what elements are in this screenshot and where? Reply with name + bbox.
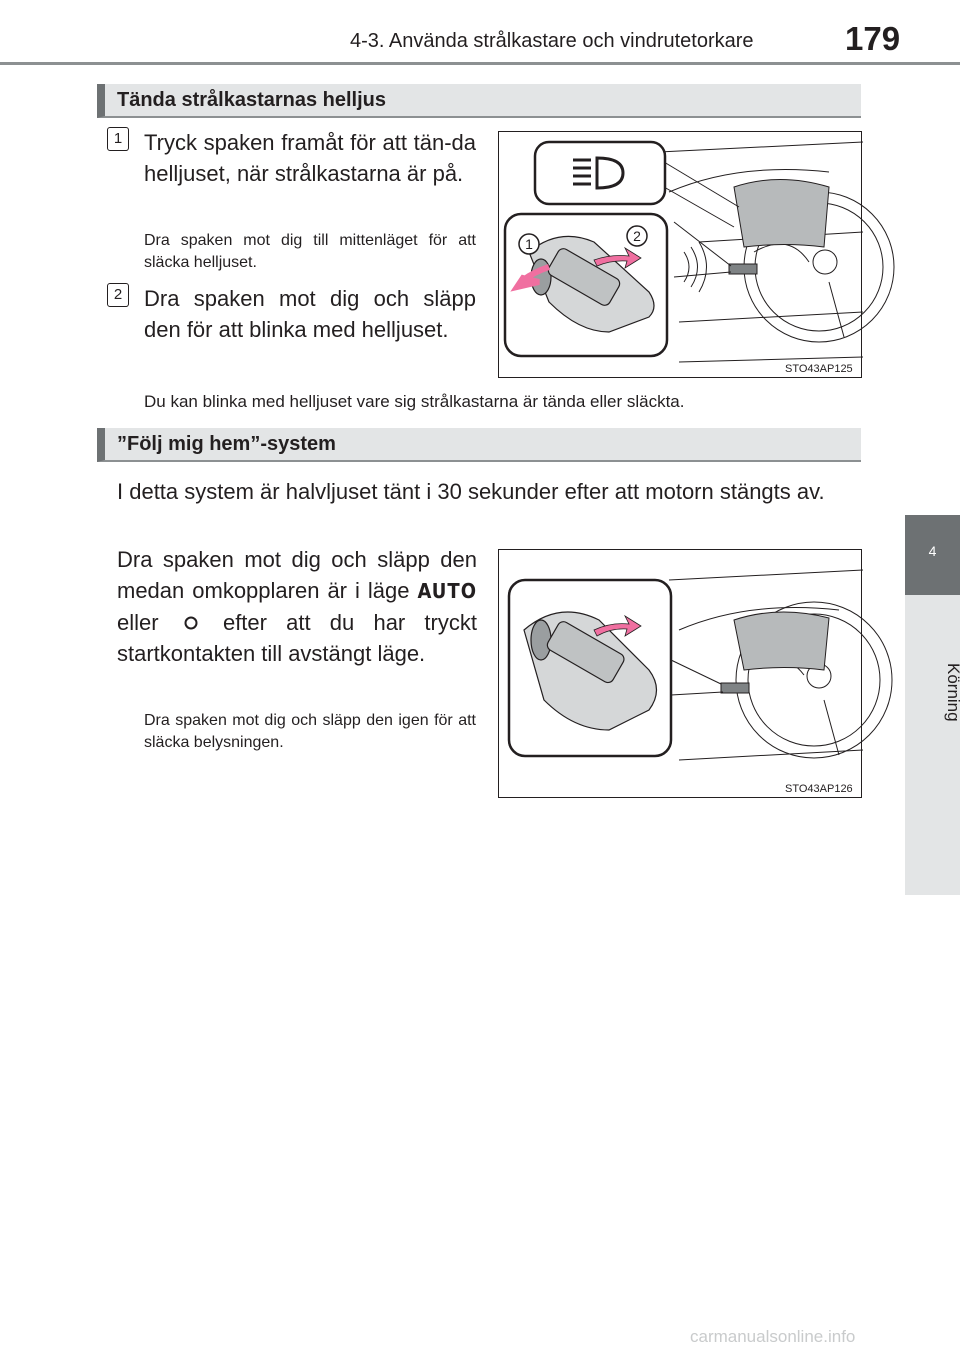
step-2-note: Du kan blinka med helljuset vare sig strålkastarna är tända eller släckta. [144, 392, 685, 411]
callout-2: 2 [633, 228, 641, 244]
chapter-number: 4 [928, 543, 937, 559]
section-heading-text: ”Följ mig hem”-system [117, 433, 336, 455]
step-badge-1: 1 [107, 127, 129, 151]
header-rule [0, 62, 960, 65]
body-part-1: Dra spaken mot dig och släpp den medan omkopplaren är i läge [117, 547, 477, 603]
section-2-intro: I detta system är halvljuset tänt i 30 sekunder efter att motorn stängts av. [117, 479, 825, 504]
figure-1-caption: STO43AP125 [785, 363, 853, 375]
figure-high-beam-lever [498, 131, 862, 378]
body-part-3: efter att du har tryckt startkontakten till avstängt läge. [117, 610, 477, 666]
page-number: 179 [845, 20, 901, 57]
section-heading-text: Tända strålkastarnas helljus [117, 89, 387, 111]
running-header-title: 4-3. Använda strålkastare och vindrutetorkare [350, 30, 754, 52]
step-badge-2: 2 [107, 283, 129, 307]
chapter-label: Körning [944, 662, 963, 722]
headlight-position-icon [178, 607, 204, 638]
section-heading-follow-me-home [97, 428, 861, 462]
section-heading-high-beam [97, 84, 861, 118]
follow-me-home-illustration [499, 550, 863, 799]
watermark: carmanualsonline.info [690, 1327, 856, 1346]
callout-1: 1 [525, 236, 533, 252]
step-2-text: Dra spaken mot dig och släpp den för att blinka med helljuset. [144, 286, 476, 342]
section-2-note: Dra spaken mot dig och släpp den igen för att släcka belysningen. [144, 712, 476, 751]
body-part-2: eller [117, 610, 159, 635]
step-1-note: Dra spaken mot dig till mittenläget för att släcka helljuset. [144, 232, 476, 271]
step-1-text: Tryck spaken framåt för att tän-da helljuset, när strålkastarna är på. [144, 130, 476, 186]
figure-follow-me-home [498, 549, 862, 798]
auto-symbol-icon: AUTO [417, 579, 477, 603]
figure-2-caption: STO43AP126 [785, 783, 853, 795]
section-2-body [117, 544, 477, 669]
high-beam-illustration [499, 132, 863, 379]
